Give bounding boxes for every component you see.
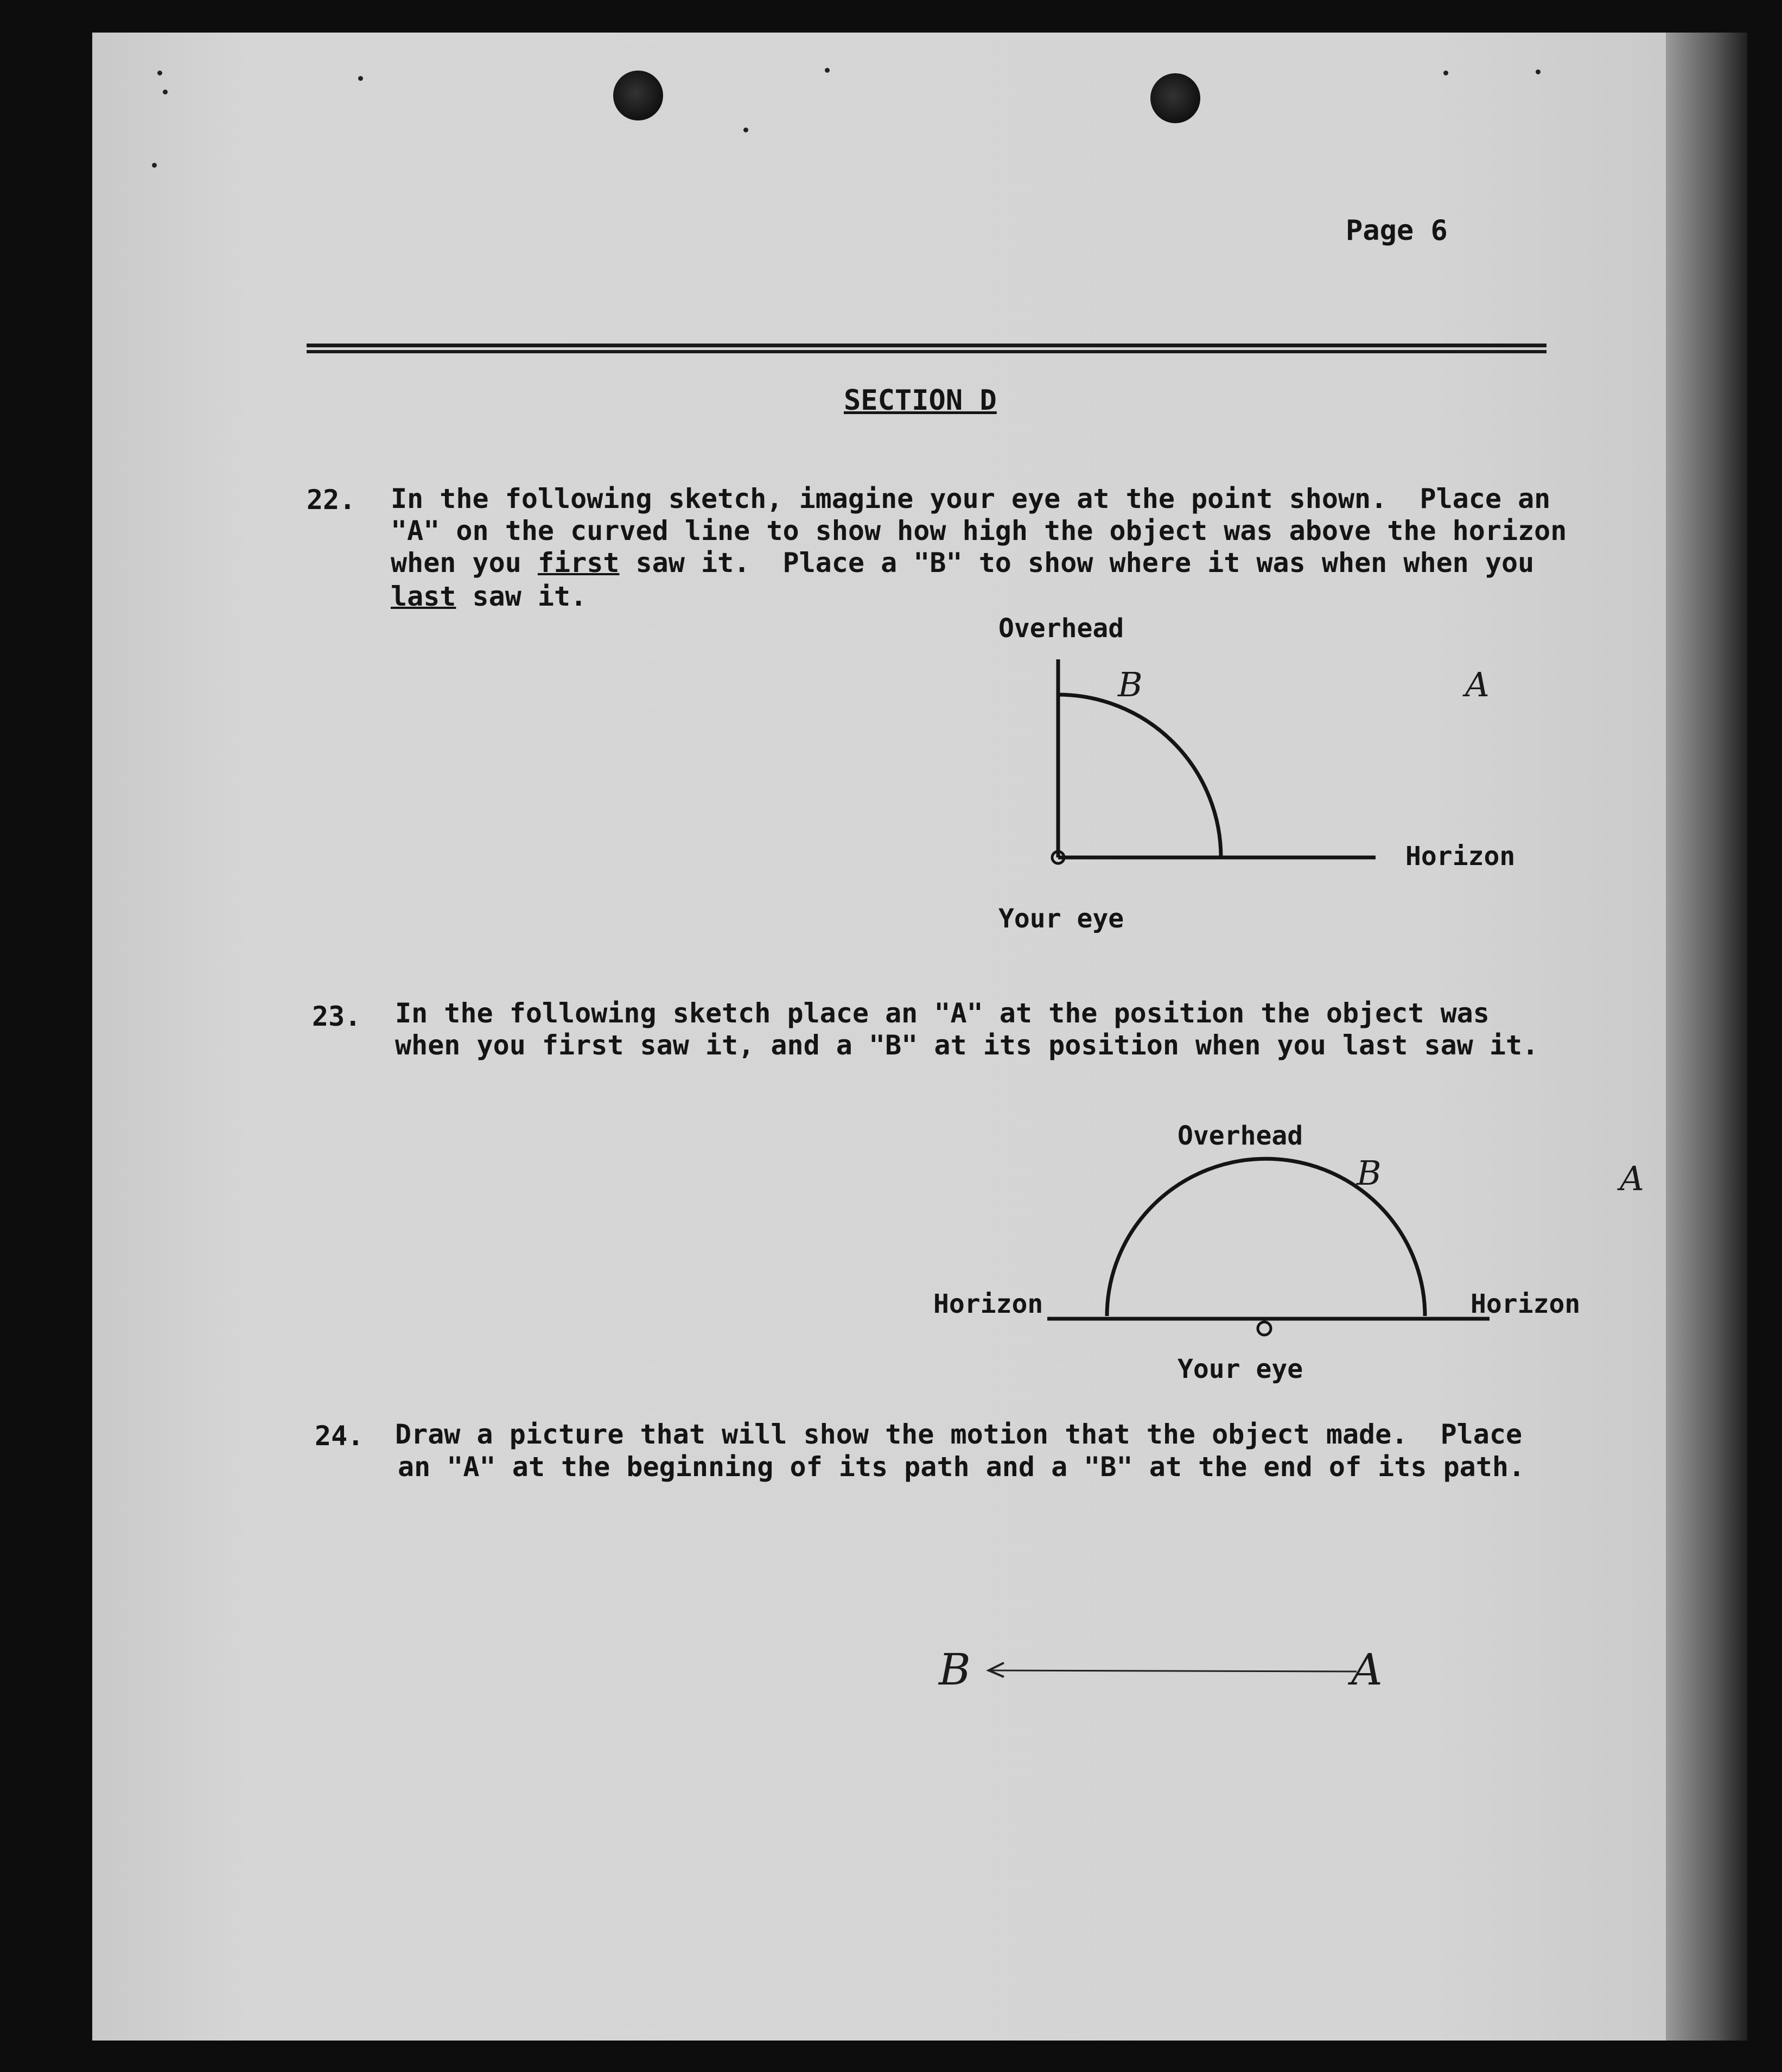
your-eye-label: Your eye	[1178, 1354, 1303, 1384]
handwritten-b: B	[939, 1644, 971, 1695]
question-text-line: an "A" at the beginning of its path and a "B" at the end of its path.	[398, 1451, 1525, 1483]
handwritten-a: A	[1351, 1644, 1383, 1695]
handwritten-b: B	[1357, 1153, 1382, 1193]
question-number: 24.	[315, 1420, 364, 1452]
question-text-line: Draw a picture that will show the motion that the object made. Place	[395, 1419, 1523, 1450]
your-eye-label: Your eye	[998, 904, 1124, 934]
text-segment: saw it.	[456, 581, 587, 612]
section-title: SECTION D	[844, 384, 997, 417]
text-segment: saw it. Place a "B" to show where it was when when you	[619, 547, 1535, 579]
question-number: 22.	[307, 484, 356, 516]
emphasis-first: first	[537, 547, 620, 579]
question-number: 23.	[312, 1001, 361, 1032]
question-text-line: In the following sketch, imagine your eye at the point shown. Place an	[391, 483, 1551, 514]
horizon-right-label: Horizon	[1471, 1289, 1581, 1319]
emphasis-last: last	[391, 581, 456, 612]
handwritten-a: A	[1465, 665, 1490, 704]
overhead-label: Overhead	[998, 613, 1124, 644]
horizon-label: Horizon	[1405, 841, 1516, 872]
question-text-line: when you first saw it, and a "B" at its position when you last saw it.	[395, 1029, 1539, 1061]
horizon-left-label: Horizon	[933, 1289, 1043, 1319]
handwritten-b: B	[1118, 665, 1143, 704]
handwritten-a: A	[1620, 1159, 1644, 1198]
text-segment: when you	[391, 547, 538, 579]
question-text-line: "A" on the curved line to show how high the object was above the horizon	[391, 515, 1567, 546]
question-text-line: In the following sketch place an "A" at the position the object was	[395, 997, 1490, 1029]
page-number: Page 6	[1346, 214, 1448, 247]
overhead-label: Overhead	[1178, 1121, 1303, 1151]
